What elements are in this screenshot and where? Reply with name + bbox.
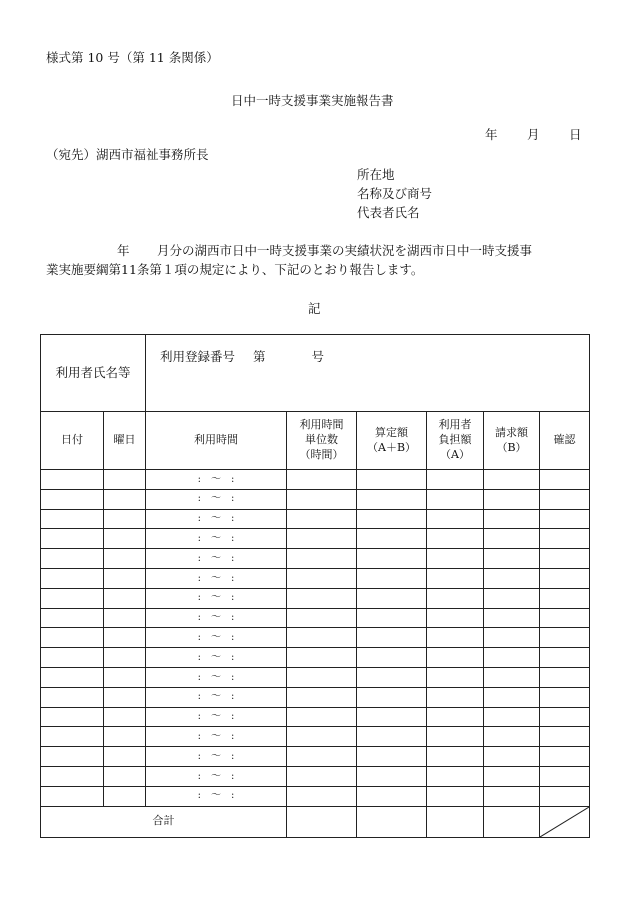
time-range-placeholder: : 〜 :: [197, 493, 235, 505]
table-row: [41, 549, 590, 569]
billing-amount-cell: [484, 766, 540, 786]
unit-count-cell: [287, 509, 357, 529]
user-burden-cell: [427, 509, 484, 529]
confirmation-cell: [540, 727, 590, 747]
unit-count-cell: [287, 529, 357, 549]
date-cell: [41, 667, 104, 687]
unit-count-cell: [287, 470, 357, 490]
calculated-amount-cell: [357, 608, 427, 628]
time-range-placeholder: : 〜 :: [197, 671, 235, 683]
user-burden-cell: [427, 766, 484, 786]
usage-time-cell: [146, 667, 287, 687]
weekday-cell: [104, 529, 146, 549]
table-row: [41, 608, 590, 628]
unit-count-cell: [287, 588, 357, 608]
user-burden-cell: [427, 568, 484, 588]
table-row: [41, 470, 590, 490]
date-cell: [41, 608, 104, 628]
header-billing-amount: [484, 412, 540, 470]
company-name-label: 名称及び商号: [357, 186, 433, 201]
weekday-cell: [104, 687, 146, 707]
body-line1: 月分の湖西市日中一時支援事業の実績状況を湖西市日中一時支援事: [157, 243, 533, 258]
billing-amount-cell: [484, 608, 540, 628]
calculated-amount-cell: [357, 568, 427, 588]
user-burden-cell: [427, 549, 484, 569]
unit-count-cell: [287, 766, 357, 786]
date-cell: [41, 568, 104, 588]
table-row: [41, 667, 590, 687]
billing-amount-cell: [484, 509, 540, 529]
billing-amount-cell: [484, 529, 540, 549]
addressee: （宛先）湖西市福祉事務所長: [46, 147, 209, 162]
weekday-cell: [104, 707, 146, 727]
usage-time-cell: [146, 608, 287, 628]
registration-dai: 第: [253, 349, 266, 364]
usage-time-cell: [146, 568, 287, 588]
usage-time-cell: [146, 707, 287, 727]
billing-amount-cell: [484, 648, 540, 668]
usage-time-cell: [146, 529, 287, 549]
date-cell: [41, 707, 104, 727]
date-cell: [41, 648, 104, 668]
weekday-cell: [104, 509, 146, 529]
date-cell: [41, 747, 104, 767]
date-cell: [41, 687, 104, 707]
confirmation-cell: [540, 568, 590, 588]
unit-count-cell: [287, 608, 357, 628]
calculated-amount-cell: [357, 549, 427, 569]
confirmation-cell: [540, 588, 590, 608]
header-unit-count-line3: （時間）: [299, 447, 344, 461]
weekday-cell: [104, 727, 146, 747]
document-title: 日中一時支援事業実施報告書: [231, 93, 394, 108]
registration-number-cell: [146, 335, 590, 412]
unit-count-cell: [287, 549, 357, 569]
date-cell: [41, 470, 104, 490]
confirmation-cell: [540, 766, 590, 786]
address-label: 所在地: [357, 167, 395, 182]
header-unit-count-line1: 利用時間: [299, 418, 344, 432]
user-name-label-cell: 利用者氏名等: [41, 335, 146, 412]
date-cell: [41, 588, 104, 608]
user-burden-cell: [427, 489, 484, 509]
form-number: 様式第 10 号（第 11 条関係）: [46, 50, 219, 65]
calculated-amount-cell: [357, 667, 427, 687]
billing-amount-cell: [484, 568, 540, 588]
time-range-placeholder: : 〜 :: [197, 711, 235, 723]
weekday-cell: [104, 588, 146, 608]
usage-time-cell: [146, 549, 287, 569]
table-row: [41, 509, 590, 529]
weekday-cell: [104, 667, 146, 687]
unit-count-cell: [287, 707, 357, 727]
weekday-cell: [104, 608, 146, 628]
date-cell: [41, 786, 104, 806]
table-row: [41, 588, 590, 608]
diagonal-line: [540, 807, 589, 837]
confirmation-cell: [540, 529, 590, 549]
confirmation-cell: [540, 786, 590, 806]
calculated-amount-cell: [357, 786, 427, 806]
confirmation-cell: [540, 648, 590, 668]
calculated-amount-cell: [357, 648, 427, 668]
header-unit-count: [287, 412, 357, 470]
confirmation-cell: [540, 628, 590, 648]
unit-count-cell: [287, 667, 357, 687]
ki-heading: 記: [308, 301, 321, 316]
calculated-amount-cell: [357, 747, 427, 767]
total-calculated-amount-cell: [357, 806, 427, 837]
weekday-cell: [104, 766, 146, 786]
total-confirmation-cell: [540, 806, 590, 837]
time-range-placeholder: : 〜 :: [197, 473, 235, 485]
user-burden-cell: [427, 707, 484, 727]
confirmation-cell: [540, 687, 590, 707]
unit-count-cell: [287, 628, 357, 648]
header-usage-time: 利用時間: [146, 412, 287, 470]
header-confirmation: 確認: [540, 412, 590, 470]
time-range-placeholder: : 〜 :: [197, 513, 235, 525]
weekday-cell: [104, 628, 146, 648]
table-row: [41, 786, 590, 806]
billing-amount-cell: [484, 707, 540, 727]
billing-amount-cell: [484, 687, 540, 707]
header-unit-count-line2: 単位数: [305, 433, 339, 447]
time-range-placeholder: : 〜 :: [197, 790, 235, 802]
usage-time-cell: [146, 747, 287, 767]
unit-count-cell: [287, 489, 357, 509]
header-calculated-amount: [357, 412, 427, 470]
date-cell: [41, 766, 104, 786]
date-month-label: 月: [527, 127, 540, 142]
header-user-burden-line3: （A）: [440, 447, 470, 461]
usage-time-cell: [146, 687, 287, 707]
user-burden-cell: [427, 470, 484, 490]
user-burden-cell: [427, 727, 484, 747]
user-burden-cell: [427, 628, 484, 648]
calculated-amount-cell: [357, 628, 427, 648]
table-row: [41, 489, 590, 509]
header-weekday: 曜日: [104, 412, 146, 470]
confirmation-cell: [540, 707, 590, 727]
unit-count-cell: [287, 727, 357, 747]
time-range-placeholder: : 〜 :: [197, 533, 235, 545]
billing-amount-cell: [484, 747, 540, 767]
user-burden-cell: [427, 687, 484, 707]
total-billing-amount-cell: [484, 806, 540, 837]
user-burden-cell: [427, 588, 484, 608]
usage-time-cell: [146, 588, 287, 608]
header-date: 日付: [41, 412, 104, 470]
time-range-placeholder: : 〜 :: [197, 691, 235, 703]
table-row: [41, 628, 590, 648]
usage-time-cell: [146, 470, 287, 490]
header-user-burden-line2: 負担額: [438, 433, 472, 447]
time-range-placeholder: : 〜 :: [197, 572, 235, 584]
calculated-amount-cell: [357, 509, 427, 529]
unit-count-cell: [287, 687, 357, 707]
header-billing-amount-line2: （B）: [496, 440, 527, 454]
time-range-placeholder: : 〜 :: [197, 731, 235, 742]
table-body: [41, 470, 590, 807]
weekday-cell: [104, 489, 146, 509]
table-row: [41, 747, 590, 767]
usage-time-cell: [146, 648, 287, 668]
calculated-amount-cell: [357, 707, 427, 727]
table-row: [41, 568, 590, 588]
usage-time-cell: [146, 727, 287, 747]
table-row: [41, 648, 590, 668]
user-burden-cell: [427, 648, 484, 668]
header-user-burden: [427, 412, 484, 470]
date-day-label: 日: [569, 127, 582, 142]
confirmation-cell: [540, 509, 590, 529]
confirmation-cell: [540, 549, 590, 569]
user-burden-cell: [427, 667, 484, 687]
usage-time-cell: [146, 766, 287, 786]
calculated-amount-cell: [357, 766, 427, 786]
calculated-amount-cell: [357, 470, 427, 490]
report-table: [40, 334, 590, 838]
calculated-amount-cell: [357, 489, 427, 509]
weekday-cell: [104, 568, 146, 588]
weekday-cell: [104, 786, 146, 806]
table-row: [41, 766, 590, 786]
usage-time-cell: [146, 489, 287, 509]
user-burden-cell: [427, 529, 484, 549]
header-user-burden-line1: 利用者: [438, 418, 472, 432]
weekday-cell: [104, 648, 146, 668]
usage-time-cell: [146, 786, 287, 806]
total-label-cell: 合計: [41, 806, 287, 837]
date-cell: [41, 529, 104, 549]
total-user-burden-cell: [427, 806, 484, 837]
time-range-placeholder: : 〜 :: [197, 770, 235, 782]
time-range-placeholder: : 〜 :: [197, 750, 235, 762]
confirmation-cell: [540, 489, 590, 509]
usage-time-cell: [146, 628, 287, 648]
total-unit-count-cell: [287, 806, 357, 837]
header-billing-amount-line1: 請求額: [495, 425, 529, 439]
billing-amount-cell: [484, 470, 540, 490]
registration-label: 利用登録番号: [160, 349, 236, 364]
weekday-cell: [104, 470, 146, 490]
representative-name-label: 代表者氏名: [357, 205, 420, 220]
body-line2: 業実施要綱第11条第１項の規定により、下記のとおり報告します。: [46, 262, 424, 277]
date-cell: [41, 509, 104, 529]
billing-amount-cell: [484, 628, 540, 648]
time-range-placeholder: : 〜 :: [197, 592, 235, 604]
confirmation-cell: [540, 747, 590, 767]
confirmation-cell: [540, 608, 590, 628]
usage-time-cell: [146, 509, 287, 529]
body-year-label: 年: [117, 243, 130, 258]
table-row: [41, 707, 590, 727]
billing-amount-cell: [484, 727, 540, 747]
calculated-amount-cell: [357, 529, 427, 549]
date-cell: [41, 489, 104, 509]
confirmation-cell: [540, 667, 590, 687]
table-row: [41, 727, 590, 747]
time-range-placeholder: : 〜 :: [197, 651, 235, 663]
calculated-amount-cell: [357, 588, 427, 608]
user-burden-cell: [427, 786, 484, 806]
billing-amount-cell: [484, 786, 540, 806]
billing-amount-cell: [484, 588, 540, 608]
user-burden-cell: [427, 747, 484, 767]
table-row: [41, 687, 590, 707]
header-calculated-amount-line2: （A＋B）: [367, 440, 417, 454]
billing-amount-cell: [484, 667, 540, 687]
time-range-placeholder: : 〜 :: [197, 552, 235, 564]
calculated-amount-cell: [357, 687, 427, 707]
registration-go: 号: [311, 349, 325, 364]
date-cell: [41, 549, 104, 569]
confirmation-cell: [540, 470, 590, 490]
time-range-placeholder: : 〜 :: [197, 612, 235, 624]
unit-count-cell: [287, 568, 357, 588]
weekday-cell: [104, 747, 146, 767]
date-year-label: 年: [485, 127, 498, 142]
unit-count-cell: [287, 747, 357, 767]
unit-count-cell: [287, 786, 357, 806]
header-calculated-amount-line1: 算定額: [375, 425, 409, 439]
table-row: [41, 529, 590, 549]
user-burden-cell: [427, 608, 484, 628]
calculated-amount-cell: [357, 727, 427, 747]
time-range-placeholder: : 〜 :: [197, 632, 235, 644]
billing-amount-cell: [484, 549, 540, 569]
billing-amount-cell: [484, 489, 540, 509]
weekday-cell: [104, 549, 146, 569]
unit-count-cell: [287, 648, 357, 668]
date-cell: [41, 628, 104, 648]
date-cell: [41, 727, 104, 747]
